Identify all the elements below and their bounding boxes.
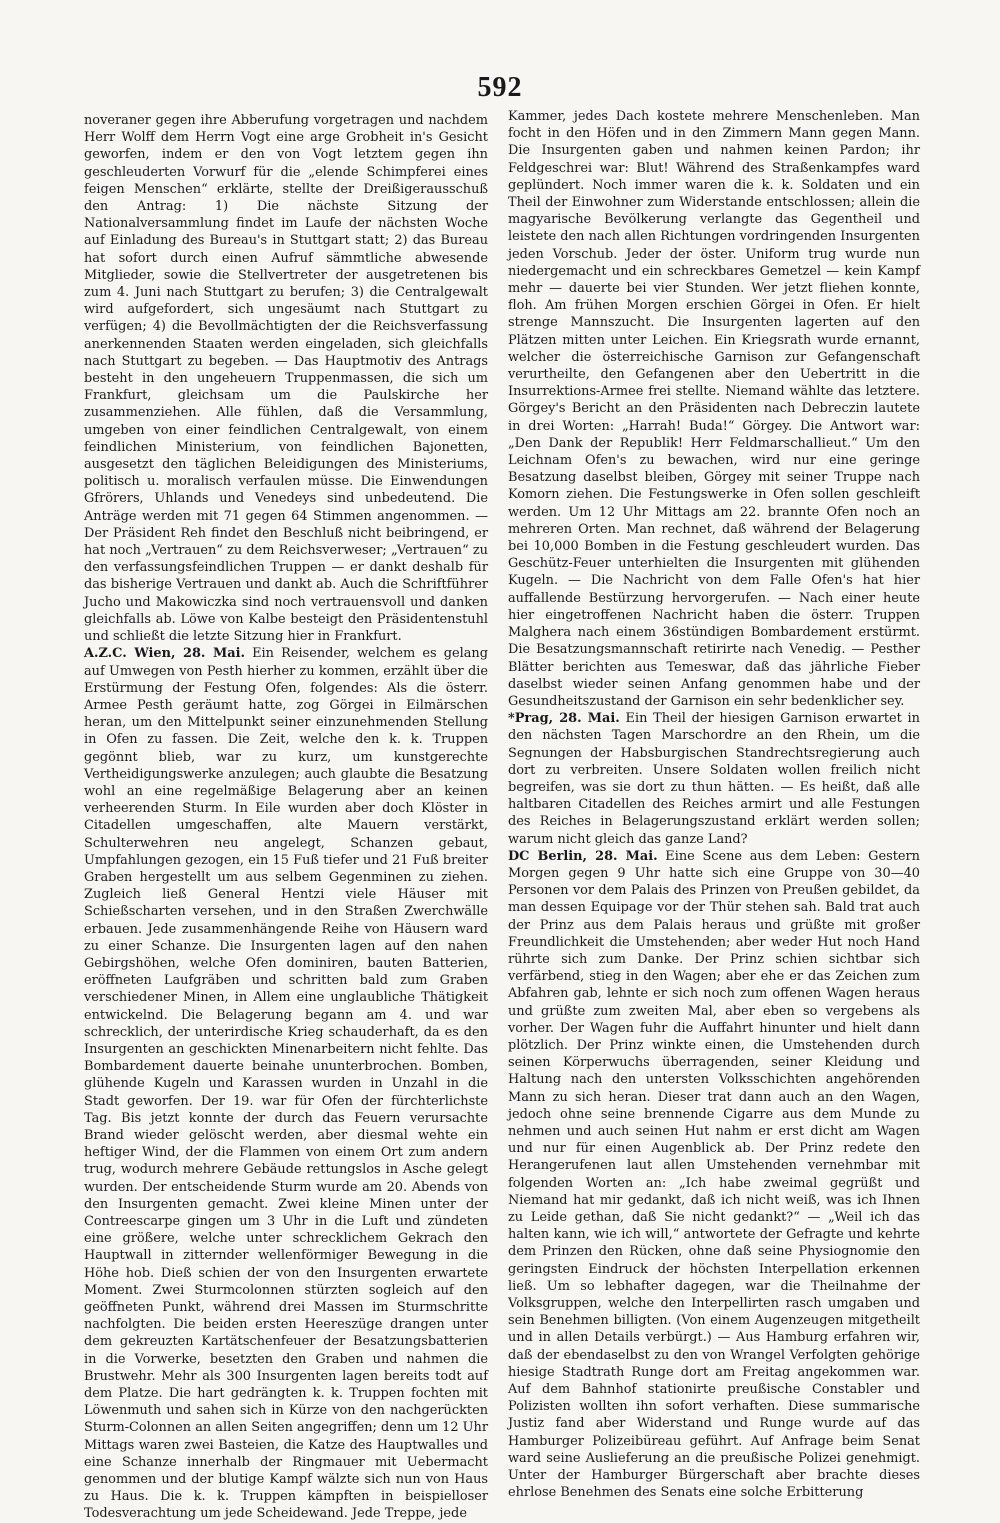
dateline-wien: A.Z.C. Wien, 28. Mai. xyxy=(84,646,245,662)
article-wien-continuation xyxy=(508,108,920,710)
paragraph-text: noveraner gegen ihre Abberufung vorgetragen und nachdem Herr Wolff dem Herrn Vogt eine arge Grobheit in's Gesicht geworfen, indem er den von Vogt letztem gegen ihn geschleuderten Vorwurf für die „elende Schimpferei eines feigen Menschen“ erklärte, stellte der Dreißigerausschuß den Antrag: 1) Die nächste Sitzung der Nationalversammlung findet im Laufe der nächsten Woche auf Einladung des Bureau's in Stuttgart statt; 2) das Bureau hat sofort durch einen Aufruf sämmtliche abwesende Mitglieder, sowie die Stellvertreter der ausgetretenen bis zum 4. Juni nach Stuttgart zu berufen; 3) die Centralgewalt wird aufgefordert, sich ungesäumt nach Stuttgart zu verfügen; 4) die Bevollmächtigten der die Reichsverfassung anerkennenden Staaten werden eingeladen, sich gleichfalls nach Stuttgart zu begeben. — Das Hauptmotiv des Antrags besteht in den ungeheuern Truppenmassen, die sich um Frankfurt, gleichsam um die Paulskirche her zusammenziehen. Alle fühlen, daß die Versammlung, umgeben von einer feindlichen Centralgewalt, von einem feindlichen Ministerium, von feindlichen Bajonetten, ausgesetzt den täglichen Beleidigungen des Ministeriums, politisch u. moralisch verfaulen müsse. Die Einwendungen Gfrörers, Uhlands und Venedeys sind unbedeutend. Die Anträge werden mit 71 gegen 64 Stimmen angenommen. — Der Präsident Reh findet den Beschluß nicht beibringend, er hat noch „Vertrauen“ zu dem Reichsverweser; „Vertrauen“ zu den verfassungsfeindlichen Truppen — er dankt deshalb für das bisherige Vertrauen und dankt ab. Auch die Schriftführer Jucho und Makowiczka sind noch vertrauensvoll und danken gleichfalls ab. Löwe von Kalbe besteigt den Präsidentenstuhl und schließt die letzte Sitzung hier in Frankfurt. xyxy=(84,113,488,645)
right-column xyxy=(508,108,920,1501)
article-prag xyxy=(508,710,920,848)
paragraph-text: Ein Reisender, welchem es gelang auf Umwegen von Pesth hierher zu kommen, erzählt über die Erstürmung der Festung Ofen, folgendes: Als die österr. Armee Pesth geräumt hatte, zog Görgei in Eilmärschen heran, um den Mittelpunkt seiner einzunehmenden Stellung in Ofen zu fassen. Die Zeit, welche den k. k. Truppen gegönnt blieb, war zu kurz, um kunstgerechte Vertheidigungswerke anzulegen; auch glaubte die Besatzung wohl an eine regelmäßige Belagerung aber an keinen verheerenden Sturm. In Eile wurden aber doch Klöster in Citadellen umgeschaffen, alte Mauern verstärkt, Schulterwehren neu angelegt, Schanzen gebaut, Umpfahlungen gezogen, ein 15 Fuß tiefer und 21 Fuß breiter Graben hergestellt um aus selbem Gegenminen zu ziehen. Zugleich ließ General Hentzi viele Häuser mit Schießscharten versehen, und in den Straßen Zwerchwälle erbauen. Jede zusammenhängende Reihe von Häusern ward zu einer Schanze. Die Insurgenten lagen auf den nahen Gebirgshöhen, welche Ofen dominiren, bauten Batterien, eröffneten Laufgräben und schritten bald zum Graben verschiedener Minen, in Allem eine unglaubliche Thätigkeit entwickelnd. Die Belagerung begann am 4. und war schrecklich, der unterirdische Krieg schauderhaft, da es den Insurgenten an geschickten Minenarbeitern nicht fehlte. Das Bombardement dauerte beinahe ununterbrochen. Bomben, glühende Kugeln und Karassen wurden in Unzahl in die Stadt geworfen. Der 19. war für Ofen der fürchterlichste Tag. Bis jetzt konnte der durch das Feuern verursachte Brand wieder gelöscht werden, aber diesmal wehte ein heftiger Wind, der die Flammen von einem Ort zum andern trug, wodurch mehrere Gebäude rettungslos in Asche gelegt wurden. Der entscheidende Sturm wurde am 20. Abends von den Insurgenten gemacht. Zwei kleine Minen unter der Contreescarpe gingen um 3 Uhr in die Luft und zündeten eine größere, welche unter schrecklichem Gekrach den Hauptwall in zitternder wellenförmiger Bewegung in die Höhe hob. Dieß schien der von den Insurgenten erwartete Moment. Zwei Sturmcolonnen stürzten sogleich auf den geöffneten Punkt, während drei Massen im Sturmschritte nachfolgten. Die beiden ersten Heereszüge drangen unter dem gekreuzten Kartätschenfeuer der Besatzungsbatterien in die Vorwerke, besetzten den Graben und nahmen die Brustwehr. Mehr als 300 Insurgenten lagen bereits todt auf dem Platze. Die hart gedrängten k. k. Truppen fochten mit Löwenmuth und sahen sich in Kürze von den nachgerückten Sturm-Colonnen an allen Seiten angegriffen; denn um 12 Uhr Mittags waren zwei Basteien, die Katze des Hauptwalles und eine Schanze innerhalb der Ringmauer mit Uebermacht genommen und der blutige Kampf wälzte sich nun von Haus zu Haus. Die k. k. Truppen kämpften in beispielloser Todesverachtung um jede Scheidewand. Jede Treppe, jede xyxy=(84,646,488,1522)
article-frankfurt-continuation xyxy=(84,112,488,645)
paragraph-text: Eine Scene aus dem Leben: Gestern Morgen gegen 9 Uhr hatte sich eine Gruppe von 30—40 Personen vor dem Palais des Prinzen von Preußen gebildet, da man dessen Equipage vor der Thür stehen sah. Bald trat auch der Prinz aus dem Palais heraus und grüßte mit großer Freundlichkeit die Umstehenden; aber weder Hut noch Hand rührte sich zum Danke. Der Prinz schien sichtbar sich verfärbend, stieg in den Wagen; aber ehe er das Zeichen zum Abfahren gab, lehnte er sich noch zum offenen Wagen heraus und grüßte zum zweiten Mal, aber eben so vergebens als vorher. Der Wagen fuhr die Auffahrt hinunter und hielt dann plötzlich. Der Prinz winkte einen, die Umstehenden durch seinen Körperwuchs überragenden, seiner Kleidung und Haltung nach den untersten Volksschichten angehörenden Mann zu sich heran. Dieser trat dann auch an den Wagen, jedoch ohne seine brennende Cigarre aus dem Munde zu nehmen und auch seinen Hut nahm er erst dicht am Wagen und nur für einen Augenblick ab. Der Prinz redete den Herangerufenen laut allen Umstehenden vernehmbar mit folgenden Worten an: „Ich habe zweimal gegrüßt und Niemand hat mir gedankt, daß ich nicht weiß, was ich Ihnen zu Leide gethan, daß Sie nicht gedankt?“ — „Weil ich das halten kann, wie ich will,“ antwortete der Gefragte und kehrte dem Prinzen den Rücken, ohne daß seine Physiognomie den geringsten Eindruck der höchsten Interpellation erkennen ließ. Um so lebhafter dagegen, war die Theilnahme der Volksgruppen, welche den Interpellirten rasch umgaben und sein Benehmen billigten. (Von einem Augenzeugen mitgetheilt und in allen Details verbürgt.) — Aus Hamburg erfahren wir, daß der ebendaselbst zu den von Wrangel Verfolgten gehörige hiesige Stadtrath Runge dort am Freitag angekommen war. Auf dem Bahnhof stationirte preußische Constabler und Polizisten wollten ihn sofort verhaften. Diese summarische Justiz fand aber Widerstand und Runge wurde auf das Hamburger Polizeibüreau geführt. Auf Anfrage beim Senat ward seine Auslieferung an die preußische Polizei genehmigt. Unter der Hamburger Bürgerschaft aber brachte dieses ehrlose Benehmen des Senats eine solche Erbitterung xyxy=(508,848,920,1501)
article-berlin xyxy=(508,848,920,1502)
dateline-berlin: DC Berlin, 28. Mai. xyxy=(508,848,658,864)
left-column xyxy=(84,112,488,1522)
paragraph-text: Ein Theil der hiesigen Garnison erwartet in den nächsten Tagen Marschordre an den Rhein, um die Segnungen der Habsburgischen Standrechtsregierung auch dort zu verbreiten. Unsere Soldaten wollen freilich nicht begreifen, was sie dort zu thun hätten. — Es heißt, daß alle haltbaren Citadellen des Reiches armirt und alle Festungen des Reiches in Belagerungszustand erklärt werden sollen; warum nicht gleich das ganze Land? xyxy=(508,711,920,847)
page-number: 592 xyxy=(477,72,523,103)
dateline-prag: *Prag, 28. Mai. xyxy=(508,711,620,727)
paragraph-text: Kammer, jedes Dach kostete mehrere Menschenleben. Man focht in den Höfen und in den Zimmern Mann gegen Mann. Die Insurgenten gaben und nahmen keinen Pardon; ihr Feldgeschrei war: Blut! Während des Straßenkampfes ward geplündert. Noch immer waren die k. k. Soldaten und ein Theil der Einwohner zum Widerstande entschlossen; allein die magyarische Bevölkerung verlangte das Gegentheil und leistete den nach allen Richtungen vordringenden Insurgenten jeden Vorschub. Jeder der öster. Uniform trug wurde nun niedergemacht und ein schreckbares Gemetzel — kein Kampf mehr — dauerte bei vier Stunden. Wer jetzt fliehen konnte, floh. Am frühen Morgen erschien Görgei in Ofen. Er hielt strenge Mannszucht. Die Insurgenten lagerten auf den Plätzen mitten unter Leichen. Ein Kriegsrath wurde ernannt, welcher die österreichische Garnison zur Gefangenschaft verurtheilte, den Gefangenen aber den Uebertritt in die Insurrektions-Armee frei stellte. Niemand wählte das letztere. Görgey's Bericht an den Präsidenten nach Debreczin lautete in drei Worten: „Harrah! Buda!“ Görgey. Die Antwort war: „Den Dank der Republik! Herr Feldmarschallieut.“ Um den Leichnam Ofen's zu bewachen, wird nur eine geringe Besatzung daselbst bleiben, Görgey mit seiner Truppe nach Komorn ziehen. Die Festungswerke in Ofen sollen geschleift werden. Um 12 Uhr Mittags am 22. brannte Ofen noch an mehreren Orten. Man rechnet, daß während der Belagerung bei 10,000 Bomben in die Festung geschleudert wurden. Das Geschütz-Feuer unterhielten die Insurgenten mit glühenden Kugeln. — Die Nachricht von dem Falle Ofen's hat hier auffallende Bestürzung hervorgerufen. — Nach einer heute hier eingetroffenen Nachricht haben die österr. Truppen Malghera nach einem 36stündigen Bombardement erstürmt. Die Besatzungsmannschaft retirirte nach Venedig. — Pesther Blätter berichten aus Temeswar, daß das jährliche Fieber daselbst wieder seinen Anfang genommen habe und der Gesundheitszustand der Garnison ein sehr bedenklicher sey. xyxy=(508,109,920,709)
article-wien xyxy=(84,645,488,1522)
